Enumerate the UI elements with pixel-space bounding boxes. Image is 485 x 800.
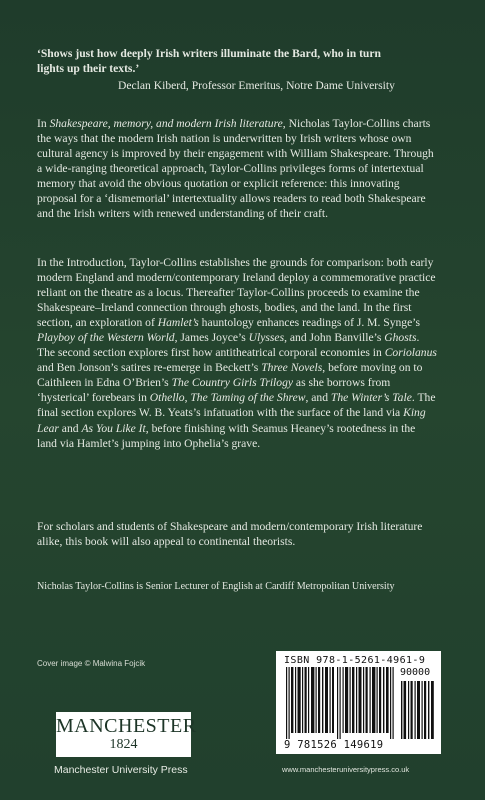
logo-wordmark: MANCHESTER — [56, 715, 197, 737]
p2-text: , before finishing with Seamus Heaney’s rootedness in the land via Hamlet’s jumping into Ophelia’s grave. — [37, 421, 416, 450]
cover-image-credit: Cover image © Malwina Fojcik — [37, 659, 146, 668]
p2-text: , — [184, 391, 191, 405]
blurb-attribution: Declan Kiberd, Professor Emeritus, Notre Dame University — [118, 79, 395, 92]
p2-text: , and — [305, 391, 331, 405]
p2-text: hauntology enhances readings of J. M. Synge’s — [198, 316, 420, 330]
p1-text: , Nicholas Taylor-Collins charts the ways that the modern Irish nation is underwritten by Irish writers whose own cultural agency is improved by their engagement with William Shakespeare. Through a wide-ranging theoretical approach, Taylor-Collins privileges forms of intertextual memory that avoid the obvious quotation or explicit reference: this innovating proposal for a ‘dismemorial’ intertextuality allows readers to read both Shakespeare and the Irish writers with renewed understanding of their craft. — [37, 117, 434, 221]
logo-year: 1824 — [109, 737, 138, 752]
title-country-girls: The Country Girls Trilogy — [171, 376, 294, 390]
barcode-panel — [276, 651, 441, 754]
p2-text: and Ben Jonson’s satires re-emerge in Beckett’s — [37, 361, 262, 375]
blurb-quote — [37, 46, 437, 76]
title-coriolanus: Coriolanus — [384, 346, 437, 360]
p2-text: , before moving on to Caithleen in Edna O’Brien’s — [37, 361, 423, 390]
description-paragraph-1 — [37, 116, 437, 221]
addon-digits: 90000 — [400, 667, 431, 678]
ean-digits: 9 781526 149619 — [284, 739, 384, 751]
p1-prefix: In — [37, 117, 50, 130]
description-paragraph-2 — [37, 255, 437, 451]
title-othello: Othello — [149, 391, 185, 405]
author-bio: Nicholas Taylor-Collins is Senior Lecturer of English at Cardiff Metropolitan University — [37, 581, 395, 592]
blurb-quote-line2: lights up their texts.’ — [37, 62, 140, 75]
publisher-url: www.manchesteruniversitypress.co.uk — [282, 765, 410, 774]
publisher-logo — [56, 712, 197, 757]
p2-text: , and John Banville’s — [284, 331, 385, 345]
title-ulysses: Ulysses — [248, 331, 285, 345]
title-as-you-like-it: As You Like It — [81, 421, 146, 435]
addon-barcode-icon — [401, 681, 435, 739]
p2-text: . The final section explores W. B. Yeats’s infatuation with the surface of the land via — [37, 391, 436, 420]
description-paragraph-3: For scholars and students of Shakespeare and modern/contemporary Irish literature alike, this book will also appeal to continental theorists. — [37, 520, 423, 549]
p2-text: as she borrows from ‘hysterical’ forebears in — [37, 376, 391, 405]
isbn-label: ISBN 978-1-5261-4961-9 — [284, 655, 426, 666]
book-title: Shakespeare, memory, and modern Irish literature — [49, 117, 283, 130]
p2-text: . The second section explores first how antitheatrical corporal economies in — [37, 331, 420, 360]
ean-barcode-icon — [284, 667, 396, 739]
p2-text: In the Introduction, Taylor-Collins establishes the grounds for comparison: both early modern England and modern/contemporary Ireland deploy a commemorative practice reliant on the theatre as a locus. Thereafter Taylor-Collins proceeds to examine the Shakespeare–Ireland connection through ghosts, bodies, and the land. In the first section, an exploration of — [37, 256, 436, 330]
title-king-lear: King Lear — [37, 406, 426, 435]
blurb-quote-line1: ‘Shows just how deeply Irish writers illuminate the Bard, who in turn — [37, 47, 381, 60]
p2-text: and — [58, 421, 82, 435]
title-three-novels: Three Novels — [261, 361, 323, 375]
title-winters-tale: The Winter’s Tale — [330, 391, 412, 405]
p2-text: , James Joyce’s — [174, 331, 249, 345]
title-playboy: Playboy of the Western World — [37, 331, 175, 345]
title-ghosts: Ghosts — [384, 331, 417, 345]
title-hamlet: Hamlet’s — [157, 316, 199, 330]
publisher-name: Manchester University Press — [54, 764, 188, 776]
title-shrew: The Taming of the Shrew — [190, 391, 306, 405]
